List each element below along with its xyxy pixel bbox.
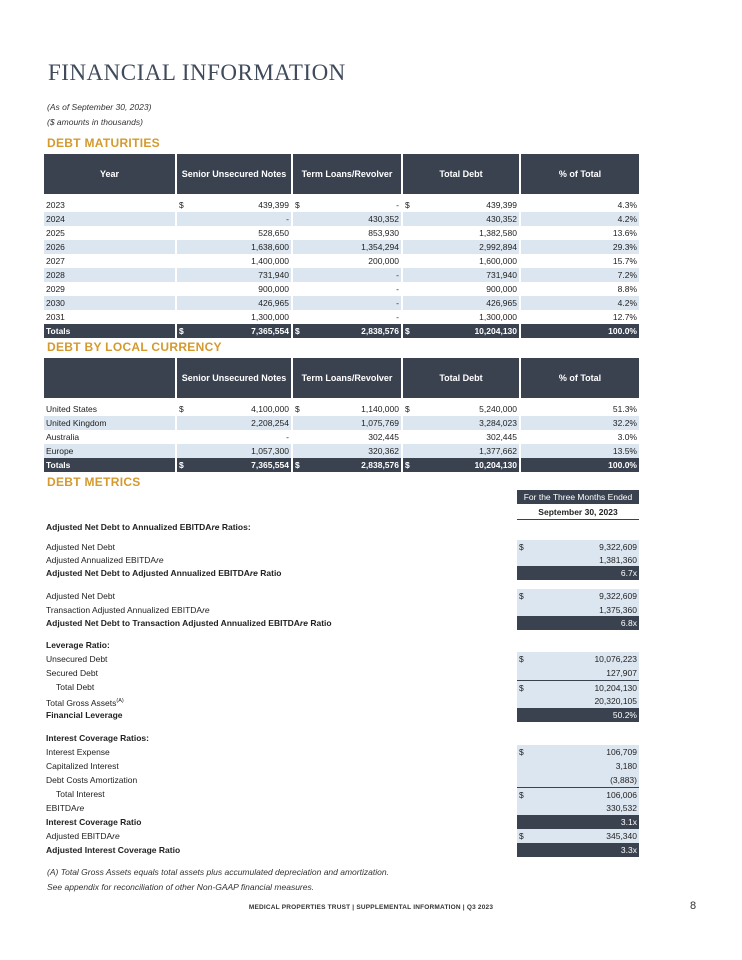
column-header: Total Debt xyxy=(402,358,520,398)
percent-cell: 4.2% xyxy=(520,212,639,226)
table-row xyxy=(44,254,639,268)
term-loans-cell xyxy=(292,282,402,296)
row-label: 2031 xyxy=(46,312,65,322)
total-debt-cell xyxy=(402,198,520,212)
debt-by-currency-table xyxy=(44,358,639,472)
metric-row xyxy=(44,666,639,680)
metric-row xyxy=(44,638,639,652)
dollar-sign: $ xyxy=(519,790,524,800)
metric-amount: 10,076,223 xyxy=(594,654,637,664)
metric-amount: 127,907 xyxy=(606,668,637,678)
senior-notes-cell xyxy=(176,254,292,268)
table-row xyxy=(44,310,639,324)
total-debt-cell xyxy=(402,430,520,444)
total-debt-cell-value: 731,940 xyxy=(486,270,517,280)
table-row xyxy=(44,198,639,212)
percent-cell: 4.2% xyxy=(520,296,639,310)
metric-row xyxy=(44,553,639,567)
metric-value xyxy=(517,603,639,617)
total-debt-cell-value: 5,240,000 xyxy=(479,404,517,414)
metric-label: Adjusted Net Debt to Transaction Adjusted Annualized EBITDAre Ratio xyxy=(46,618,332,628)
metric-row xyxy=(44,759,639,773)
dollar-sign: $ xyxy=(519,654,524,664)
metric-label: Adjusted EBITDAre xyxy=(46,831,120,841)
metric-label: Total Debt xyxy=(56,682,95,692)
totals-loans-cell-value: 2,838,576 xyxy=(361,460,399,470)
metric-amount: 106,006 xyxy=(606,790,637,800)
senior-notes-cell-dollar: $ xyxy=(179,404,184,414)
total-debt-cell xyxy=(402,416,520,430)
row-label: 2023 xyxy=(46,200,65,210)
total-debt-cell xyxy=(402,240,520,254)
metric-row xyxy=(44,829,639,843)
senior-notes-cell xyxy=(176,226,292,240)
table-row xyxy=(44,402,639,416)
total-debt-cell-value: 1,300,000 xyxy=(479,312,517,322)
total-debt-cell-value: 430,352 xyxy=(486,214,517,224)
senior-notes-cell-dollar: $ xyxy=(179,200,184,210)
senior-notes-cell-value: 426,965 xyxy=(258,298,289,308)
row-label: 2026 xyxy=(44,240,176,254)
percent-cell: 3.0% xyxy=(520,430,639,444)
senior-notes-cell-value: 1,400,000 xyxy=(251,256,289,266)
metric-row xyxy=(44,731,639,745)
metric-amount: 106,709 xyxy=(606,747,637,757)
page-title: FINANCIAL INFORMATION xyxy=(48,60,346,85)
metric-value xyxy=(517,843,639,857)
term-loans-cell-value: 1,075,769 xyxy=(361,418,399,428)
metric-label: Adjusted Net Debt to Adjusted Annualized EBITDAre Ratio xyxy=(46,568,282,578)
metric-value xyxy=(517,694,639,708)
percent-cell: 13.6% xyxy=(520,226,639,240)
debt-maturities-table xyxy=(44,154,639,338)
percent-cell: 15.7% xyxy=(520,254,639,268)
total-debt-cell xyxy=(402,212,520,226)
row-label: 2025 xyxy=(46,228,65,238)
column-header: Senior Unsecured Notes xyxy=(176,154,292,194)
term-loans-cell-value: 302,445 xyxy=(368,432,399,442)
percent-cell: 12.7% xyxy=(520,310,639,324)
totals-debt-cell-dollar: $ xyxy=(405,326,410,336)
metric-row xyxy=(44,745,639,759)
term-loans-cell-value: - xyxy=(396,284,399,294)
percent-cell: 13.5% xyxy=(520,444,639,458)
table-row xyxy=(44,212,639,226)
percent-cell: 7.2% xyxy=(520,268,639,282)
as-of-note: (As of September 30, 2023) xyxy=(47,102,152,112)
metric-amount: 9,322,609 xyxy=(599,542,637,552)
term-loans-cell xyxy=(292,444,402,458)
term-loans-cell xyxy=(292,212,402,226)
term-loans-cell-value: 1,354,294 xyxy=(361,242,399,252)
senior-notes-cell xyxy=(176,240,292,254)
metric-value xyxy=(517,708,639,722)
totals-debt-cell xyxy=(402,324,520,338)
metric-label: Interest Coverage Ratios: xyxy=(46,733,149,743)
term-loans-cell xyxy=(292,430,402,444)
metric-amount: 1,375,360 xyxy=(599,605,637,615)
column-header: Term Loans/Revolver xyxy=(292,358,402,398)
senior-notes-cell-value: 1,057,300 xyxy=(251,446,289,456)
total-debt-cell-dollar: $ xyxy=(405,200,410,210)
metric-value xyxy=(517,829,639,843)
metric-label: Unsecured Debt xyxy=(46,654,108,664)
metric-label: Secured Debt xyxy=(46,668,98,678)
totals-loans-cell xyxy=(292,458,402,472)
senior-notes-cell xyxy=(176,430,292,444)
senior-notes-cell xyxy=(176,416,292,430)
column-header: % of Total xyxy=(520,358,639,398)
term-loans-cell-value: 430,352 xyxy=(368,214,399,224)
metric-value xyxy=(517,553,639,567)
totals-notes-cell xyxy=(176,458,292,472)
metric-row xyxy=(44,680,639,694)
metric-value xyxy=(517,759,639,773)
metric-label: Adjusted Net Debt xyxy=(46,591,115,601)
metric-row xyxy=(44,589,639,603)
dollar-sign: $ xyxy=(519,542,524,552)
metric-amount: 3.1x xyxy=(620,817,637,827)
term-loans-cell-dollar: $ xyxy=(295,200,300,210)
metric-row xyxy=(44,843,639,857)
totals-debt-cell xyxy=(402,458,520,472)
dollar-sign: $ xyxy=(519,831,524,841)
senior-notes-cell-value: 2,208,254 xyxy=(251,418,289,428)
term-loans-cell xyxy=(292,402,402,416)
totals-notes-cell-value: 7,365,554 xyxy=(251,460,289,470)
footnote-gross-assets: (A) Total Gross Assets equals total assets plus accumulated depreciation and amortization. xyxy=(47,867,389,877)
senior-notes-cell xyxy=(176,310,292,324)
row-label: 2029 xyxy=(46,284,65,294)
totals-percent-cell: 100.0% xyxy=(520,324,639,338)
term-loans-cell xyxy=(292,254,402,268)
metric-row xyxy=(44,787,639,801)
row-label: 2024 xyxy=(44,212,176,226)
metric-value xyxy=(517,589,639,603)
row-label: Australia xyxy=(46,432,80,442)
metric-label: Financial Leverage xyxy=(46,710,123,720)
senior-notes-cell xyxy=(176,402,292,416)
metric-value xyxy=(517,566,639,580)
senior-notes-cell xyxy=(176,444,292,458)
senior-notes-cell-value: - xyxy=(286,432,289,442)
metric-value xyxy=(517,815,639,829)
term-loans-cell-value: 1,140,000 xyxy=(361,404,399,414)
metric-label: Total Interest xyxy=(56,789,105,799)
senior-notes-cell-value: 900,000 xyxy=(258,284,289,294)
table-row xyxy=(44,240,639,254)
period-date: September 30, 2023 xyxy=(517,505,639,520)
senior-notes-cell-value: 1,638,600 xyxy=(251,242,289,252)
percent-cell: 51.3% xyxy=(520,402,639,416)
metric-amount: (3,883) xyxy=(610,775,637,785)
total-debt-cell-value: 439,399 xyxy=(486,200,517,210)
metric-label: Total Gross Assets$^{(A)}$ xyxy=(46,697,124,708)
senior-notes-cell xyxy=(176,296,292,310)
metric-label: Capitalized Interest xyxy=(46,761,119,771)
metric-label: Leverage Ratio: xyxy=(46,640,110,650)
totals-debt-cell-value: 10,204,130 xyxy=(474,326,517,336)
metric-amount: 3.3x xyxy=(620,845,637,855)
term-loans-cell-value: 853,930 xyxy=(368,228,399,238)
senior-notes-cell xyxy=(176,268,292,282)
senior-notes-cell xyxy=(176,212,292,226)
footnote-appendix: See appendix for reconciliation of other Non-GAAP financial measures. xyxy=(47,882,315,892)
metric-value xyxy=(517,773,639,787)
total-debt-cell xyxy=(402,254,520,268)
table-row xyxy=(44,430,639,444)
senior-notes-cell-value: 4,100,000 xyxy=(251,404,289,414)
term-loans-cell-value: 200,000 xyxy=(368,256,399,266)
metric-amount: 6.8x xyxy=(620,618,637,628)
term-loans-cell-dollar: $ xyxy=(295,404,300,414)
senior-notes-cell-value: 439,399 xyxy=(258,200,289,210)
table-row xyxy=(44,444,639,458)
term-loans-cell-value: - xyxy=(396,270,399,280)
table-row xyxy=(44,226,639,240)
metric-label: Transaction Adjusted Annualized EBITDAre xyxy=(46,605,210,615)
metric-amount: 1,381,360 xyxy=(599,555,637,565)
table-row xyxy=(44,282,639,296)
column-header: Term Loans/Revolver xyxy=(292,154,402,194)
row-label: United Kingdom xyxy=(44,416,176,430)
metric-label: Adjusted Interest Coverage Ratio xyxy=(46,845,181,855)
total-debt-cell xyxy=(402,310,520,324)
senior-notes-cell-value: 1,300,000 xyxy=(251,312,289,322)
term-loans-cell-value: - xyxy=(396,312,399,322)
metric-row xyxy=(44,801,639,815)
metric-row xyxy=(44,540,639,554)
totals-loans-cell-dollar: $ xyxy=(295,460,300,470)
metric-value xyxy=(517,616,639,630)
metric-amount: 9,322,609 xyxy=(599,591,637,601)
column-header: Year xyxy=(44,154,176,194)
metric-row xyxy=(44,616,639,630)
total-debt-cell-value: 900,000 xyxy=(486,284,517,294)
total-debt-cell xyxy=(402,282,520,296)
total-debt-cell-value: 426,965 xyxy=(486,298,517,308)
senior-notes-cell xyxy=(176,282,292,296)
total-debt-cell-value: 1,600,000 xyxy=(479,256,517,266)
term-loans-cell xyxy=(292,240,402,254)
totals-notes-cell-dollar: $ xyxy=(179,460,184,470)
senior-notes-cell-value: - xyxy=(286,214,289,224)
table-header-row xyxy=(44,154,639,194)
metric-row xyxy=(44,520,639,534)
term-loans-cell xyxy=(292,226,402,240)
total-debt-cell xyxy=(402,226,520,240)
row-label: Europe xyxy=(44,444,176,458)
metric-value xyxy=(517,666,639,680)
totals-percent-cell: 100.0% xyxy=(520,458,639,472)
column-header: Total Debt xyxy=(402,154,520,194)
term-loans-cell xyxy=(292,268,402,282)
senior-notes-cell-value: 528,650 xyxy=(258,228,289,238)
term-loans-cell-value: - xyxy=(396,200,399,210)
metric-label: Interest Expense xyxy=(46,747,110,757)
metric-amount: 20,320,105 xyxy=(594,696,637,706)
totals-debt-cell-dollar: $ xyxy=(405,460,410,470)
total-debt-cell-dollar: $ xyxy=(405,404,410,414)
totals-row xyxy=(44,324,639,338)
debt-maturities-title: DEBT MATURITIES xyxy=(47,136,160,150)
metric-label: Adjusted Net Debt to Annualized EBITDAre Ratios: xyxy=(46,522,251,532)
table-row xyxy=(44,296,639,310)
metric-label: Debt Costs Amortization xyxy=(46,775,138,785)
totals-loans-cell-dollar: $ xyxy=(295,326,300,336)
term-loans-cell xyxy=(292,296,402,310)
metric-amount: 3,180 xyxy=(615,761,637,771)
metric-row xyxy=(44,603,639,617)
totals-row xyxy=(44,458,639,472)
term-loans-cell xyxy=(292,198,402,212)
total-debt-cell-value: 1,382,580 xyxy=(479,228,517,238)
row-label: 2030 xyxy=(44,296,176,310)
totals-notes-cell xyxy=(176,324,292,338)
total-debt-cell xyxy=(402,296,520,310)
metric-value xyxy=(517,745,639,759)
metric-row xyxy=(44,566,639,580)
total-debt-cell-value: 1,377,662 xyxy=(479,446,517,456)
senior-notes-cell xyxy=(176,198,292,212)
metric-row xyxy=(44,652,639,666)
totals-label: Totals xyxy=(44,324,176,338)
metric-value xyxy=(517,787,639,801)
total-debt-cell-value: 3,284,023 xyxy=(479,418,517,428)
metric-value xyxy=(517,680,639,694)
table-row xyxy=(44,268,639,282)
total-debt-cell xyxy=(402,268,520,282)
totals-loans-cell xyxy=(292,324,402,338)
metric-row xyxy=(44,694,639,708)
totals-debt-cell-value: 10,204,130 xyxy=(474,460,517,470)
metric-row xyxy=(44,708,639,722)
metric-label: EBITDAre xyxy=(46,803,85,813)
row-label: United States xyxy=(46,404,98,414)
percent-cell: 29.3% xyxy=(520,240,639,254)
metric-amount: 6.7x xyxy=(620,568,637,578)
dollar-sign: $ xyxy=(519,747,524,757)
table-row xyxy=(44,416,639,430)
period-header: For the Three Months Ended xyxy=(517,490,639,504)
totals-label: Totals xyxy=(44,458,176,472)
total-debt-cell-value: 302,445 xyxy=(486,432,517,442)
total-debt-cell xyxy=(402,444,520,458)
totals-notes-cell-value: 7,365,554 xyxy=(251,326,289,336)
metric-amount: 330,532 xyxy=(606,803,637,813)
term-loans-cell xyxy=(292,310,402,324)
debt-metrics-title: DEBT METRICS xyxy=(47,475,141,489)
row-label: 2028 xyxy=(44,268,176,282)
term-loans-cell-value: 320,362 xyxy=(368,446,399,456)
debt-by-currency-title: DEBT BY LOCAL CURRENCY xyxy=(47,340,222,354)
totals-notes-cell-dollar: $ xyxy=(179,326,184,336)
dollar-sign: $ xyxy=(519,591,524,601)
total-debt-cell-value: 2,992,894 xyxy=(479,242,517,252)
metric-value xyxy=(517,652,639,666)
metric-value xyxy=(517,540,639,554)
metric-amount: 345,340 xyxy=(606,831,637,841)
column-header xyxy=(44,358,176,398)
column-header: Senior Unsecured Notes xyxy=(176,358,292,398)
row-label: 2027 xyxy=(46,256,65,266)
percent-cell: 4.3% xyxy=(520,198,639,212)
metric-amount: 50.2% xyxy=(612,710,637,720)
total-debt-cell xyxy=(402,402,520,416)
metric-value xyxy=(517,801,639,815)
metric-row xyxy=(44,773,639,787)
table-header-row xyxy=(44,358,639,398)
percent-cell: 32.2% xyxy=(520,416,639,430)
senior-notes-cell-value: 731,940 xyxy=(258,270,289,280)
column-header: % of Total xyxy=(520,154,639,194)
metric-label: Adjusted Net Debt xyxy=(46,542,115,552)
page-footer: MEDICAL PROPERTIES TRUST | SUPPLEMENTAL INFORMATION | Q3 2023 xyxy=(248,904,494,911)
amounts-note: ($ amounts in thousands) xyxy=(47,117,143,127)
term-loans-cell xyxy=(292,416,402,430)
metric-label: Interest Coverage Ratio xyxy=(46,817,142,827)
totals-loans-cell-value: 2,838,576 xyxy=(361,326,399,336)
metric-row xyxy=(44,815,639,829)
page-number: 8 xyxy=(690,900,697,912)
dollar-sign: $ xyxy=(519,683,524,693)
metric-label: Adjusted Annualized EBITDAre xyxy=(46,555,164,565)
term-loans-cell-value: - xyxy=(396,298,399,308)
percent-cell: 8.8% xyxy=(520,282,639,296)
metric-amount: 10,204,130 xyxy=(594,683,637,693)
